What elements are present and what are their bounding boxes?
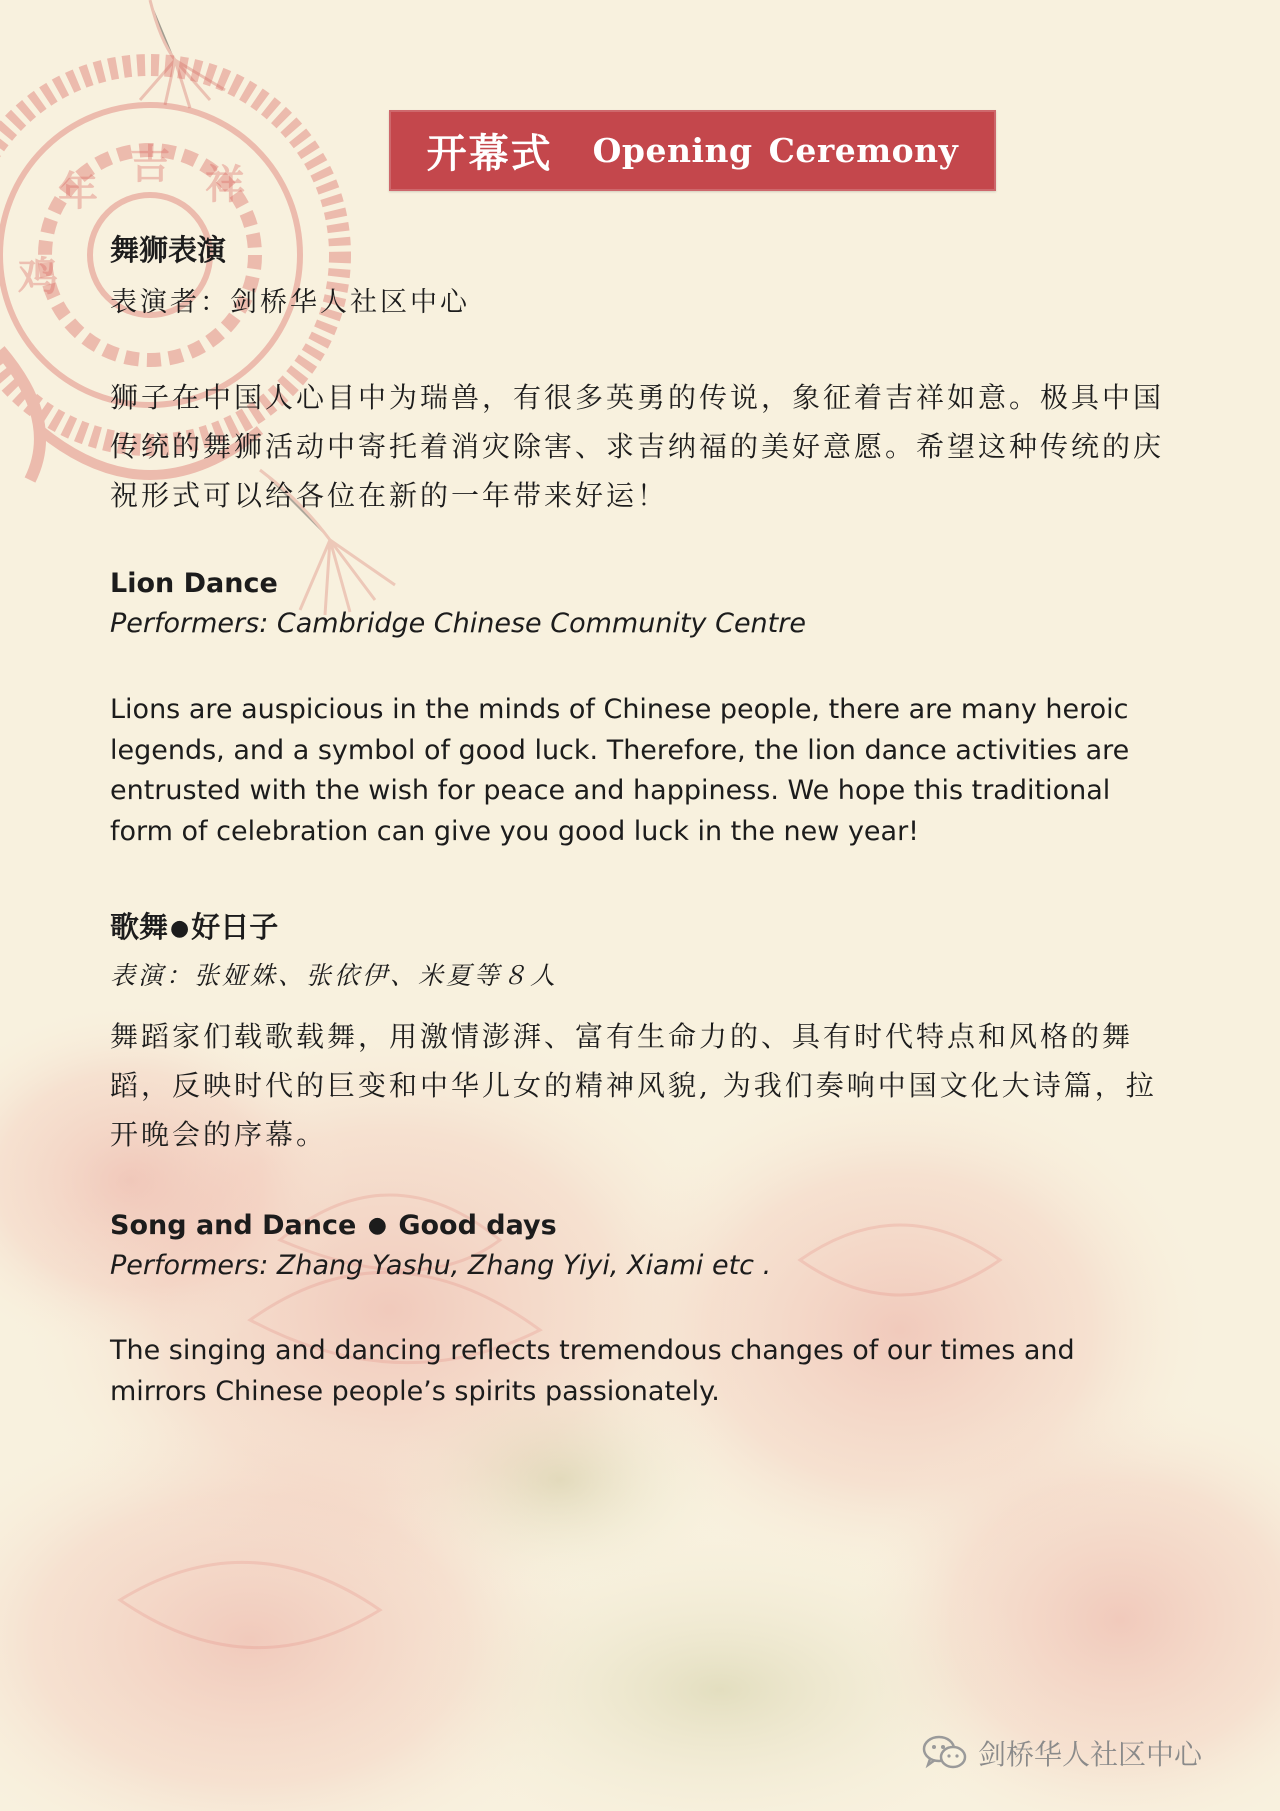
section-banner (389, 110, 996, 191)
lion-dance-description-zh: 狮子在中国人心目中为瑞兽，有很多英勇的传说，象征着吉祥如意。极具中国传统的舞狮活动中寄托着消灾除害、求吉纳福的美好意愿。希望这种传统的庆祝形式可以给各位在新的一年带来好运！ (110, 381, 1165, 512)
banner-title-en: Opening Ceremony (592, 131, 959, 170)
song-dance-description-en (110, 1331, 1170, 1412)
wechat-account-name: 剑桥华人社区中心 (978, 1738, 1203, 1771)
song-dance-title-en: Song and Dance ● Good days (110, 1210, 557, 1241)
svg-text:年: 年 (58, 168, 98, 215)
bullet-dot-icon: ● (367, 1213, 387, 1238)
song-dance-performers-en: Performers: Zhang Yashu, Zhang Yiyi, Xiami etc . (110, 1250, 772, 1281)
wechat-icon (922, 1733, 968, 1773)
description-line: Lions are auspicious in the minds of Chinese people, there are many heroic (110, 694, 1129, 725)
banner-title-zh: 开幕式 (426, 130, 553, 177)
description-line: legends, and a symbol of good luck. Therefore, the lion dance activities are (110, 734, 1130, 766)
description-line: The singing and dancing reflects tremendous changes of our times and (110, 1335, 1075, 1366)
lion-dance-performers-en: Performers: Cambridge Chinese Community Centre (110, 608, 806, 639)
svg-text:祥: 祥 (205, 161, 245, 208)
lion-dance-title-zh: 舞狮表演 (110, 233, 227, 267)
song-dance-title-zh: 歌舞●好日子 (110, 910, 279, 944)
lion-dance-description-en (110, 690, 1170, 852)
svg-text:吉: 吉 (130, 141, 170, 188)
bullet-dot-icon: ● (170, 915, 190, 941)
lion-dance-title-en: Lion Dance (110, 568, 278, 599)
lion-dance-performers-zh: 表演者：剑桥华人社区中心 (110, 287, 470, 318)
song-dance-performers-zh: 表演：张娅姝、张依伊、米夏等８人 (110, 961, 559, 990)
wechat-account-watermark (922, 1733, 1202, 1773)
description-line: mirrors Chinese people’s spirits passionately. (110, 1375, 720, 1407)
description-line: form of celebration can give you good luck in the new year! (110, 815, 919, 847)
description-line: entrusted with the wish for peace and happiness. We hope this traditional (110, 775, 1111, 806)
svg-text:鸡: 鸡 (18, 253, 58, 300)
song-dance-description-zh: 舞蹈家们载歌载舞，用激情澎湃、富有生命力的、具有时代特点和风格的舞蹈，反映时代的巨变和中华儿女的精神风貌, 为我们奏响中国文化大诗篇，拉开晚会的序幕。 (110, 1020, 1157, 1151)
